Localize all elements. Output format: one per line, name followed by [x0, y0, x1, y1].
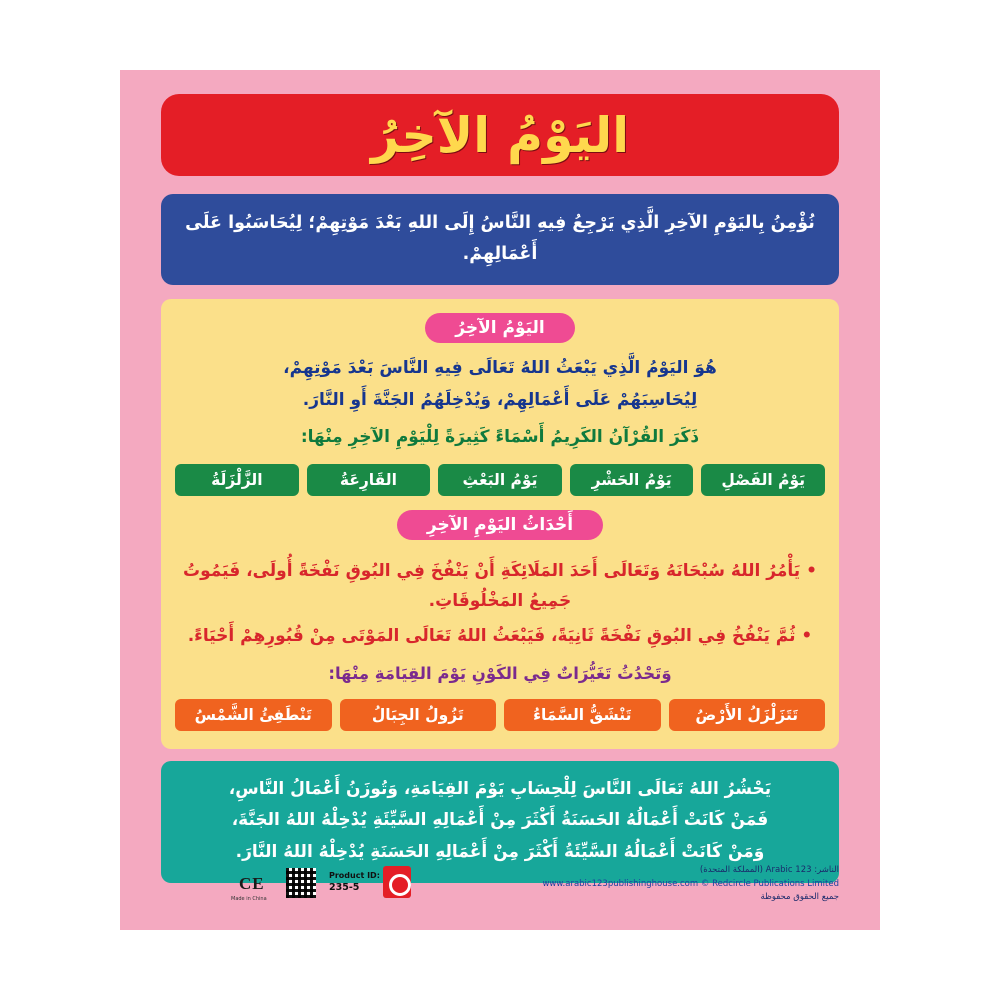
publisher-logo-icon — [383, 866, 411, 898]
name-chip: يَوْمُ البَعْثِ — [438, 464, 562, 496]
ce-sub-label: Made in China — [231, 896, 267, 902]
event-bullet — [175, 556, 825, 617]
qr-code-icon — [286, 868, 316, 898]
section-events-heading: أَحْدَاثُ اليَوْمِ الآخِرِ — [397, 510, 603, 540]
change-chip: تَزُولُ الجِبَالُ — [340, 699, 497, 731]
page-title: اليَوْمُ الآخِرُ — [371, 106, 629, 164]
name-chip: الزَّلْزَلَةُ — [175, 464, 299, 496]
product-id-value: 235-5 — [329, 882, 360, 894]
ce-mark: CE — [239, 874, 265, 893]
name-chip: القَارِعَةُ — [307, 464, 431, 496]
section-definition-heading: اليَوْمُ الآخِرُ — [425, 313, 575, 343]
product-id-label: Product ID: — [329, 871, 380, 880]
publisher-line-2: www.arabic123publishinghouse.com © Redcircle Publications Limited — [542, 878, 839, 889]
names-chip-row — [175, 464, 825, 496]
bullet-dot-icon: • — [806, 560, 817, 581]
poster-content — [161, 94, 839, 883]
publisher-line-3: جميع الحقوق محفوظة — [760, 892, 839, 903]
change-chip: تَتَزَلْزَلُ الأَرْضُ — [669, 699, 826, 731]
publisher-line-1: الناشر: Arabic 123 (المملكة المتحدة) — [699, 865, 839, 875]
event-bullet — [175, 621, 825, 652]
poster-title-bar — [161, 94, 839, 176]
intro-statement: نُؤْمِنُ بِاليَوْمِ الآخِرِ الَّذِي يَرْجِعُ فِيهِ النَّاسُ إِلَى اللهِ بَعْدَ مَوْتِهِمْ؛ لِيُحَاسَبُوا عَلَى أَعْمَالِهِمْ. — [161, 194, 839, 285]
change-chip: تَنْطَفِئُ الشَّمْسُ — [175, 699, 332, 731]
product-id-block — [329, 870, 380, 894]
publisher-info — [542, 864, 839, 905]
conclusion-line-3: وَمَنْ كَانَتْ أَعْمَالُهُ السَّيِّئَةُ أَكْثَرَ مِنْ أَعْمَالِهِ الحَسَنَةِ يُدْخِلْهُ اللهُ النَّارَ. — [235, 841, 765, 862]
event-bullet-text: ثُمَّ يَنْفُخُ فِي البُوقِ نَفْخَةً ثَانِيَةً، فَيَبْعَثُ اللهُ تَعَالَى المَوْتَى مِنْ قُبُورِهِمْ أَحْيَاءً. — [187, 625, 796, 646]
poster-canvas — [120, 70, 880, 930]
definition-line-2: لِيُحَاسِبَهُمْ عَلَى أَعْمَالِهِمْ، وَيُدْخِلَهُمُ الجَنَّةَ أَوِ النَّارَ. — [302, 389, 698, 410]
definition-line-3: ذَكَرَ القُرْآنُ الكَرِيمُ أَسْمَاءً كَثِيرَةً لِلْيَوْمِ الآخِرِ مِنْهَا: — [300, 427, 700, 448]
events-bullets — [175, 556, 825, 652]
poster-footer — [120, 856, 880, 912]
bullet-dot-icon: • — [801, 625, 813, 646]
events-note: وَتَحْدُثُ تَغَيُّرَاتٌ فِي الكَوْنِ يَوْمَ القِيَامَةِ مِنْهَا: — [328, 664, 672, 684]
conclusion-line-1: يَحْشُرُ اللهُ تَعَالَى النَّاسَ لِلْحِسَابِ يَوْمَ القِيَامَةِ، وَتُوزَنُ أَعْمَالُ النَّاسِ، — [228, 779, 772, 800]
event-bullet-text: يَأْمُرُ اللهُ سُبْحَانَهُ وَتَعَالَى أَحَدَ المَلَائِكَةِ أَنْ يَنْفُخَ فِي البُوقِ نَفْخَةً أُولَى، فَيَمُوتُ جَمِيعُ المَخْلُوقَاتِ. — [183, 560, 801, 612]
name-chip: يَوْمُ الفَصْلِ — [701, 464, 825, 496]
definition-line-1: هُوَ اليَوْمُ الَّذِي يَبْعَثُ اللهُ تَعَالَى فِيهِ النَّاسَ بَعْدَ مَوْتِهِمْ، — [283, 358, 717, 379]
change-chip: تَنْشَقُّ السَّمَاءُ — [504, 699, 661, 731]
changes-chip-row — [175, 699, 825, 731]
section-definition — [161, 299, 839, 749]
name-chip: يَوْمُ الحَشْرِ — [570, 464, 694, 496]
conclusion-line-2: فَمَنْ كَانَتْ أَعْمَالُهُ الحَسَنَةُ أَكْثَرَ مِنْ أَعْمَالِهِ السَّيِّئَةِ يُدْخِلْهُ اللهُ الجَنَّةَ، — [231, 810, 769, 831]
